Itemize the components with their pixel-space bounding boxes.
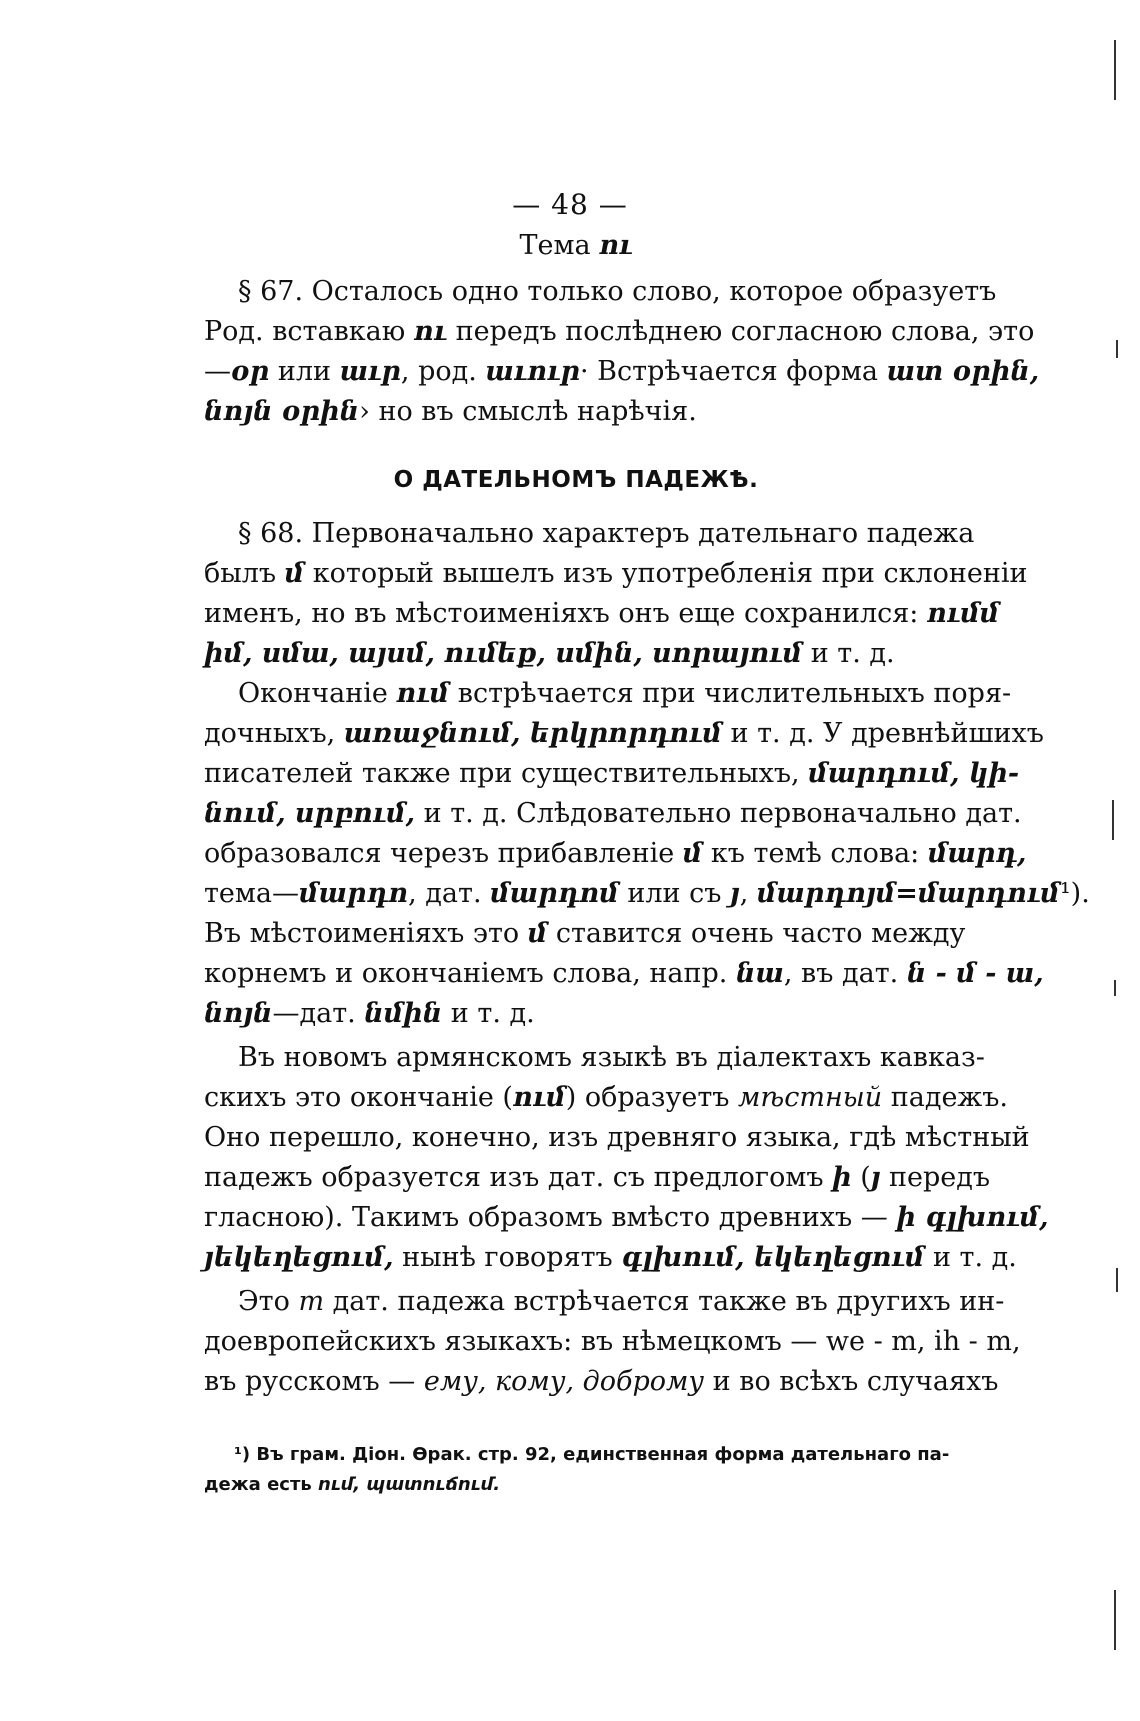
scan-edge-mark	[1114, 40, 1116, 100]
footnote-line: дежа есть ում, պատուճում.	[204, 1474, 501, 1495]
text-line: писателей также при существительныхъ, մարդում, կի-	[204, 758, 1020, 789]
text-line: յեկեղեցում, нынѣ говорятъ գլխում, եկեղեցում и т. д.	[204, 1242, 1017, 1273]
text-line: скихъ это окончаніе (ում) образуетъ мѣстный падежъ.	[204, 1082, 1009, 1113]
text-line: —օր или աւր, род. աւուր· Встрѣчается форма ատ օրին,	[204, 356, 1040, 387]
section-title-text: Тема	[519, 230, 591, 261]
text-line: падежъ образуется изъ дат. съ предлогомъ ի (յ передъ	[204, 1162, 991, 1193]
paragraph-68	[204, 514, 1090, 1402]
scan-edge-mark	[1112, 800, 1114, 840]
scan-edge-mark	[1114, 980, 1116, 996]
chapter-heading	[204, 462, 948, 498]
text-line: Род. вставкаю ու передъ послѣднею согласною слова, это	[204, 316, 1035, 347]
footnote	[204, 1440, 948, 1500]
footnote-line: ¹) Въ грам. Діон. Өрак. стр. 92, единственная форма дательнаго па-	[234, 1444, 950, 1465]
scan-edge-mark	[1116, 1268, 1118, 1292]
heading-text: О ДАТЕЛЬНОМЪ ПАДЕЖѢ.	[393, 467, 759, 493]
text-line: доевропейскихъ языкахъ: въ нѣмецкомъ — we - m, ih - m,	[204, 1326, 1021, 1357]
paragraph-67	[204, 272, 1040, 432]
text-line: նում, սրբում, и т. д. Слѣдовательно первоначально дат.	[204, 798, 1022, 829]
text-line: § 67. Осталось одно только слово, которое образуетъ	[238, 276, 997, 307]
text-line: дочныхъ, առաջնում, երկրորդում и т. д. У древнѣйшихъ	[204, 718, 1044, 749]
text-line: образовался черезъ прибавленіе մ къ темѣ слова: մարդ,	[204, 838, 1027, 869]
text-line: Въ новомъ армянскомъ языкѣ въ діалектахъ кавказ-	[238, 1042, 985, 1073]
text-line: Оно перешло, конечно, изъ древняго языка, гдѣ мѣстный	[204, 1122, 1030, 1153]
text-line: նոյն օրին› но въ смыслѣ нарѣчія.	[204, 396, 697, 427]
text-line: նոյն—дат. նմին и т. д.	[204, 998, 535, 1029]
text-line: Въ мѣстоименіяхъ это մ ставится очень часто между	[204, 918, 966, 949]
text-line: Это m дат. падежа встрѣчается также въ другихъ ин-	[238, 1286, 1005, 1317]
text-line: гласною). Такимъ образомъ вмѣсто древнихъ — ի գլխում,	[204, 1202, 1049, 1233]
scan-edge-mark	[1116, 340, 1118, 358]
text-line: իմ, սմա, այսմ, ումեք, սմին, սորայում и т. д.	[204, 638, 895, 669]
text-line: Окончаніе ում встрѣчается при числительныхъ поря-	[238, 678, 1012, 709]
text-line: былъ մ который вышелъ изъ употребленія при склоненіи	[204, 558, 1028, 589]
page-number: — 48 —	[512, 188, 628, 221]
section-title-armenian: ու	[599, 230, 633, 261]
text-line: корнемъ и окончаніемъ слова, напр. նա, въ дат. ն - մ - ա,	[204, 958, 1044, 989]
scan-edge-mark	[1114, 1590, 1116, 1650]
text-line: именъ, но въ мѣстоименіяхъ онъ еще сохранился: ումմ	[204, 598, 1000, 629]
text-line: тема—մարդո, дат. մարդոմ или съ յ, մարդոյմ=մարդում¹).	[204, 878, 1090, 909]
text-line: въ русскомъ — ему, кому, доброму и во всѣхъ случаяхъ	[204, 1366, 999, 1397]
text-line: § 68. Первоначально характеръ дательнаго падежа	[238, 518, 975, 549]
section-title	[204, 226, 948, 266]
